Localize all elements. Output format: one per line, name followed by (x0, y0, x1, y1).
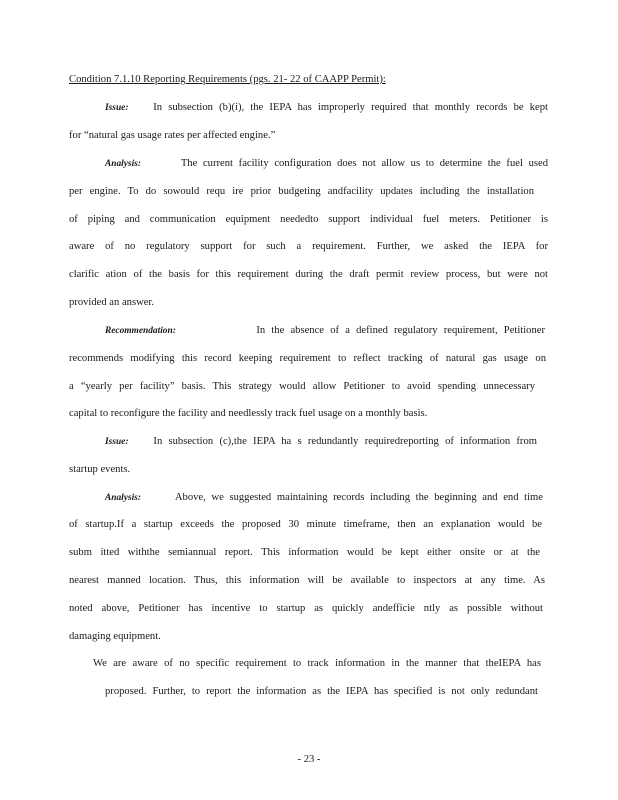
paragraph-line: of startup.If a startup exceeds the proposed 30 minute timeframe, then an explanation would be (69, 519, 542, 530)
section-heading: Condition 7.1.10 Reporting Requirements (pgs. 21- 22 of CAAPP Permit): (69, 74, 386, 85)
paragraph-line: aware of no regulatory support for such a requirement. Further, we asked the IEPA for (69, 241, 548, 252)
paragraph-text: Above, we suggested maintaining records including the beginning and end time (174, 492, 543, 503)
paragraph-line: of piping and communication equipment neededto support individual fuel meters. Petitioner is (69, 214, 548, 225)
paragraph-line: provided an answer. (69, 297, 155, 308)
paragraph-line: recommends modifying this record keeping requirement to reflect tracking of natural gas usage on (69, 353, 546, 364)
analysis-label: Analysis: (105, 159, 141, 169)
issue-label: Issue: (105, 437, 129, 447)
paragraph-line (105, 435, 537, 449)
paragraph-line: clarific ation of the basis for this requirement during the draft permit review process, but were not (69, 269, 548, 280)
paragraph-line: We are aware of no specific requirement to track information in the manner that theIEPA has (93, 658, 541, 669)
paragraph-line (105, 491, 543, 505)
paragraph-text: The current facility configuration does not allow us to determine the fuel used (180, 158, 548, 169)
paragraph-line: damaging equipment. (69, 631, 161, 642)
paragraph-line (105, 157, 548, 171)
paragraph-line: startup events. (69, 464, 131, 475)
paragraph-line: per engine. To do sowould requ ire prior budgeting andfacility updates including the installation (69, 186, 534, 197)
paragraph-line: a “yearly per facility” basis. This strategy would allow Petitioner to avoid spending unnecessary (69, 381, 535, 392)
paragraph-line (105, 324, 545, 338)
paragraph-line: subm itted withthe semiannual report. This information would be kept either onsite or at the (69, 547, 540, 558)
issue-label: Issue: (105, 103, 129, 113)
paragraph-line: noted above, Petitioner has incentive to startup as quickly andefficie ntly as possible without (69, 603, 543, 614)
paragraph-text: In the absence of a defined regulatory requirement, Petitioner (256, 325, 545, 336)
paragraph-line: proposed. Further, to report the information as the IEPA has specified is not only redundant (105, 686, 538, 697)
paragraph-line (105, 101, 548, 115)
paragraph-text: In subsection (b)(i), the IEPA has improperly required that monthly records be kept (153, 102, 549, 113)
analysis-label: Analysis: (105, 493, 141, 503)
recommendation-label: Recommendation: (105, 326, 176, 336)
paragraph-line: nearest manned location. Thus, this information will be available to inspectors at any time. As (69, 575, 545, 586)
paragraph-line: for “natural gas usage rates per affected engine.” (69, 130, 276, 141)
paragraph-text: In subsection (c),the IEPA ha s redundantly requiredreporting of information from (153, 436, 537, 447)
page-number: - 23 - (297, 754, 321, 765)
paragraph-line: capital to reconfigure the facility and needlessly track fuel usage on a monthly basis. (69, 408, 428, 419)
